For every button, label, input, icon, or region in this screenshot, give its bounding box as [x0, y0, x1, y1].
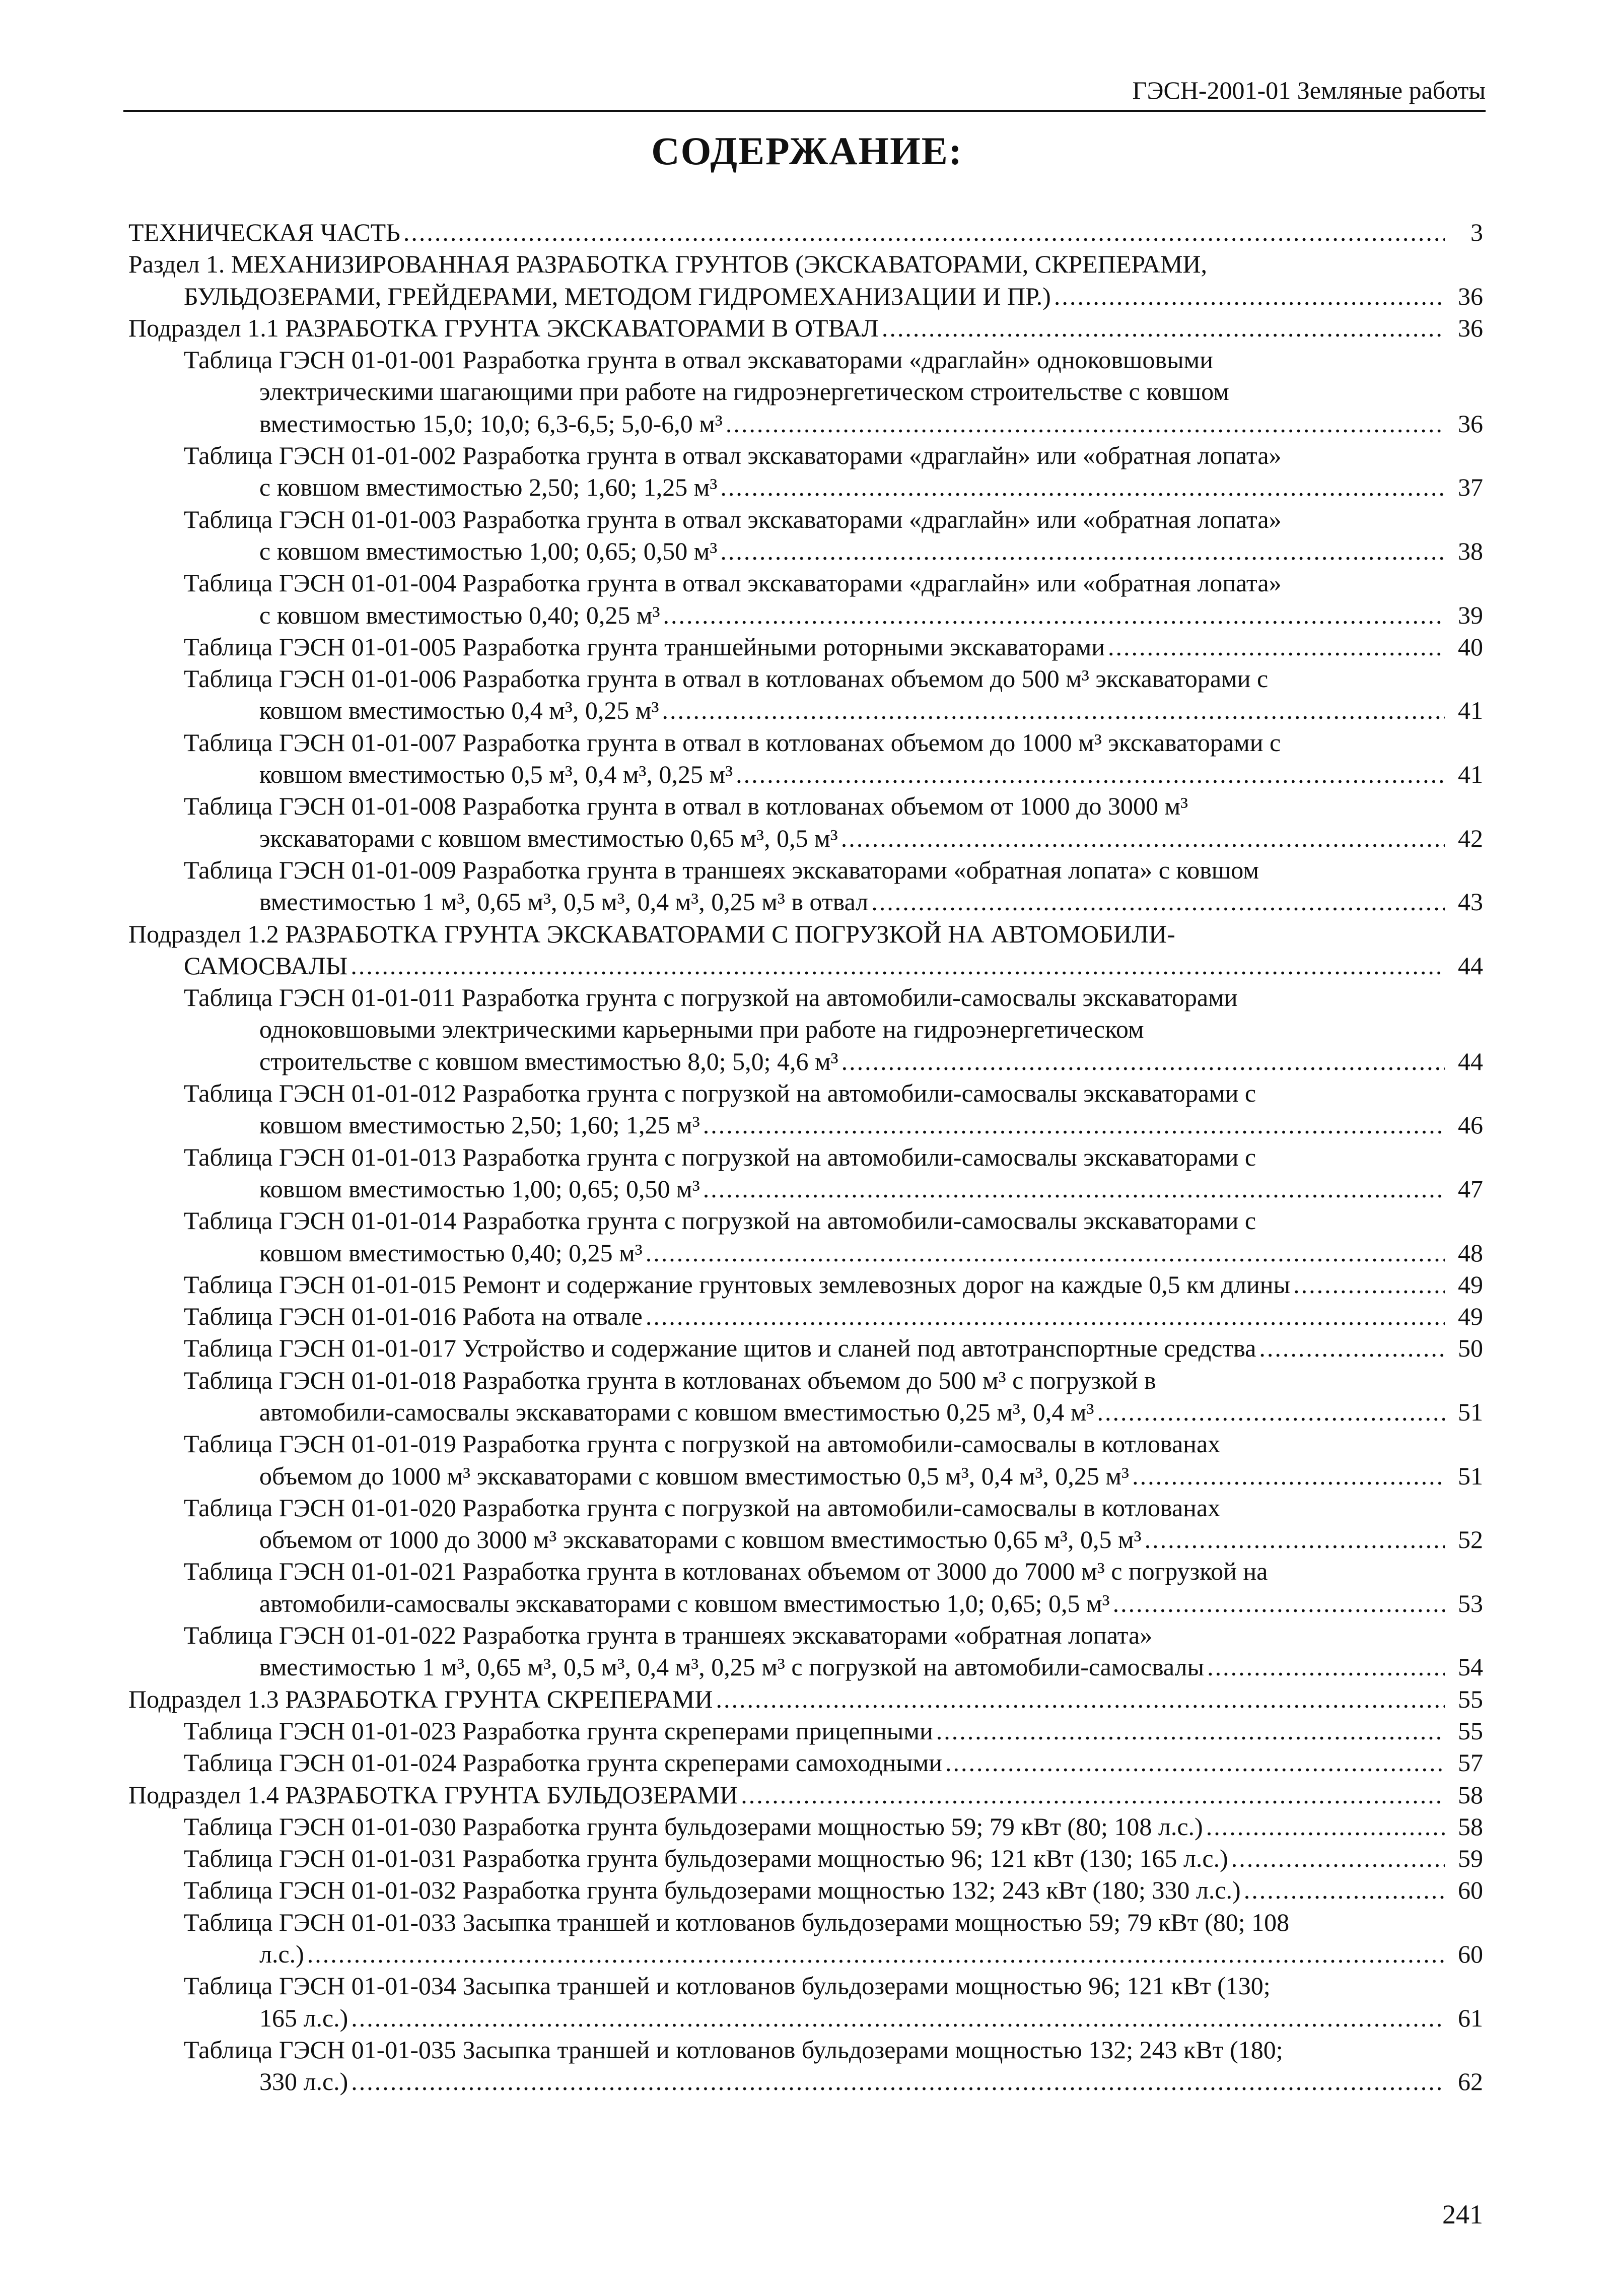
dot-leader	[720, 535, 1445, 567]
toc-entry[interactable]	[128, 1556, 1483, 1619]
running-title: ГЭСН-2001-01 Земляные работы	[1132, 76, 1486, 104]
running-header	[123, 75, 1486, 112]
toc-entry-text: строительстве с ковшом вместимостью 8,0; 5,0; 4,6 м³	[259, 1047, 838, 1075]
dot-leader	[871, 886, 1445, 918]
toc-entry[interactable]	[128, 663, 1483, 727]
toc-page-number: 44	[1458, 951, 1483, 980]
toc-entry[interactable]	[128, 217, 1483, 248]
toc-page-number: 49	[1458, 1302, 1483, 1331]
toc-entry-text: Таблица ГЭСН 01-01-013 Разработка грунта с погрузкой на автомобили-самосвалы экскаваторами с	[184, 1142, 1256, 1171]
toc-page-number: 39	[1458, 600, 1483, 629]
toc-page-number: 36	[1458, 409, 1483, 438]
toc-entry-text: автомобили-самосвалы экскаваторами с ковшом вместимостью 0,25 м³, 0,4 м³	[259, 1397, 1094, 1426]
toc-entry-text: Таблица ГЭСН 01-01-018 Разработка грунта в котлованах объемом до 500 м³ с погрузкой в	[184, 1366, 1156, 1394]
toc-page-number: 59	[1458, 1844, 1483, 1873]
toc-page-number: 46	[1458, 1111, 1483, 1139]
toc-entry[interactable]	[128, 1332, 1483, 1364]
dot-leader	[703, 1173, 1445, 1205]
toc-page-number: 55	[1458, 1684, 1483, 1713]
dot-leader	[1108, 631, 1445, 663]
dot-leader	[1293, 1269, 1445, 1301]
toc-entry-text: Таблица ГЭСН 01-01-012 Разработка грунта с погрузкой на автомобили-самосвалы экскаваторами с	[184, 1079, 1256, 1108]
toc-entry[interactable]	[128, 440, 1483, 504]
toc-entry[interactable]	[128, 790, 1483, 854]
dot-leader	[1054, 281, 1445, 312]
toc-page-number: 3	[1470, 218, 1483, 246]
toc-page-number: 40	[1458, 632, 1483, 661]
toc-page-number: 53	[1458, 1589, 1483, 1617]
dot-leader	[307, 1938, 1445, 1970]
toc-entry-text: вместимостью 1 м³, 0,65 м³, 0,5 м³, 0,4 м³, 0,25 м³ с погрузкой на автомобили-самосвалы	[259, 1653, 1205, 1681]
toc-entry[interactable]	[128, 1301, 1483, 1332]
dot-leader	[1132, 1460, 1445, 1492]
dot-leader	[720, 471, 1445, 503]
toc-entry-text: Таблица ГЭСН 01-01-015 Ремонт и содержание грунтовых землевозных дорог на каждые 0,5 км длины	[184, 1270, 1291, 1299]
toc-page-number: 42	[1458, 824, 1483, 852]
toc-entry[interactable]	[128, 248, 1483, 312]
dot-leader	[1206, 1811, 1445, 1843]
toc-entry-text: объемом от 1000 до 3000 м³ экскаваторами с ковшом вместимостью 0,65 м³, 0,5 м³	[259, 1525, 1142, 1554]
toc-page-number: 51	[1458, 1397, 1483, 1426]
toc-entry-text: Подраздел 1.3 РАЗРАБОТКА ГРУНТА СКРЕПЕРАМИ	[128, 1684, 713, 1713]
toc-entry-text: ковшом вместимостью 0,40; 0,25 м³	[259, 1238, 643, 1267]
toc-entry[interactable]	[128, 1077, 1483, 1141]
toc-page-number: 41	[1458, 696, 1483, 725]
toc-entry-text: Таблица ГЭСН 01-01-011 Разработка грунта с погрузкой на автомобили-самосвалы экскаваторами	[184, 983, 1238, 1012]
toc-page-number: 37	[1458, 473, 1483, 502]
dot-leader	[1259, 1332, 1445, 1364]
toc-entry[interactable]	[128, 1779, 1483, 1811]
toc-page-number: 61	[1458, 2003, 1483, 2032]
toc-entry-text: Таблица ГЭСН 01-01-017 Устройство и содержание щитов и сланей под автотранспортные средства	[184, 1334, 1256, 1363]
toc-entry-text: Раздел 1. МЕХАНИЗИРОВАННАЯ РАЗРАБОТКА ГРУНТОВ (ЭКСКАВАТОРАМИ, СКРЕПЕРАМИ,	[128, 250, 1208, 279]
dot-leader	[1113, 1588, 1445, 1619]
toc-entry-text: ковшом вместимостью 1,00; 0,65; 0,50 м³	[259, 1174, 700, 1203]
toc-page-number: 51	[1458, 1461, 1483, 1490]
toc-page-number: 55	[1458, 1716, 1483, 1745]
toc-entry[interactable]	[128, 567, 1483, 631]
toc-entry-text: Таблица ГЭСН 01-01-016 Работа на отвале	[184, 1302, 643, 1331]
toc-page-number: 58	[1458, 1780, 1483, 1809]
toc-entry-text: БУЛЬДОЗЕРАМИ, ГРЕЙДЕРАМИ, МЕТОДОМ ГИДРОМЕХАНИЗАЦИИ И ПР.)	[184, 282, 1051, 310]
toc-entry-text: Таблица ГЭСН 01-01-005 Разработка грунта траншейными роторными экскаваторами	[184, 632, 1105, 661]
table-of-contents	[128, 217, 1483, 2098]
toc-page-number: 36	[1458, 282, 1483, 310]
toc-entry-text: Таблица ГЭСН 01-01-032 Разработка грунта бульдозерами мощностью 132; 243 кВт (180; 330 л.с.)	[184, 1876, 1241, 1905]
toc-entry-text: Таблица ГЭСН 01-01-014 Разработка грунта с погрузкой на автомобили-самосвалы экскаваторами с	[184, 1206, 1256, 1235]
toc-entry[interactable]	[128, 312, 1483, 344]
dot-leader	[1231, 1843, 1445, 1874]
toc-page-number: 47	[1458, 1174, 1483, 1203]
dot-leader	[663, 599, 1445, 631]
toc-page-number: 49	[1458, 1270, 1483, 1299]
dot-leader	[662, 695, 1445, 726]
toc-entry-text: Таблица ГЭСН 01-01-007 Разработка грунта в отвал в котлованах объемом до 1000 м³ экскаваторами с	[184, 728, 1281, 757]
dot-leader	[350, 950, 1445, 982]
toc-entry-text: Подраздел 1.1 РАЗРАБОТКА ГРУНТА ЭКСКАВАТОРАМИ В ОТВАЛ	[128, 313, 879, 342]
toc-entry-text: Таблица ГЭСН 01-01-003 Разработка грунта в отвал экскаваторами «драглайн» или «обратная лопата»	[184, 505, 1282, 533]
toc-page-number: 36	[1458, 313, 1483, 342]
toc-entry[interactable]	[128, 1683, 1483, 1715]
toc-entry-text: электрическими шагающими при работе на гидроэнергетическом строительстве с ковшом	[259, 377, 1229, 406]
toc-entry-text: экскаваторами с ковшом вместимостью 0,65 м³, 0,5 м³	[259, 824, 838, 852]
toc-entry-text: Таблица ГЭСН 01-01-023 Разработка грунта скреперами прицепными	[184, 1716, 933, 1745]
toc-entry[interactable]	[128, 631, 1483, 663]
toc-entry[interactable]	[128, 2034, 1483, 2098]
toc-entry-text: ТЕХНИЧЕСКАЯ ЧАСТЬ	[128, 218, 400, 246]
toc-entry[interactable]	[128, 1843, 1483, 1874]
dot-leader	[736, 759, 1445, 790]
toc-entry-text: вместимостью 15,0; 10,0; 6,3-6,5; 5,0-6,0 м³	[259, 409, 723, 438]
toc-entry-text: Таблица ГЭСН 01-01-001 Разработка грунта в отвал экскаваторами «драглайн» одноковшовыми	[184, 346, 1213, 374]
dot-leader	[741, 1779, 1445, 1811]
toc-entry-text: 165 л.с.)	[259, 2003, 348, 2032]
toc-page-number: 44	[1458, 1047, 1483, 1075]
toc-entry-text: Таблица ГЭСН 01-01-004 Разработка грунта в отвал экскаваторами «драглайн» или «обратная лопата»	[184, 569, 1282, 597]
toc-entry-text: Таблица ГЭСН 01-01-031 Разработка грунта бульдозерами мощностью 96; 121 кВт (130; 165 л.с.)	[184, 1844, 1228, 1873]
dot-leader	[403, 217, 1445, 248]
toc-entry-text: с ковшом вместимостью 0,40; 0,25 м³	[259, 600, 660, 629]
dot-leader	[882, 312, 1445, 344]
dot-leader	[1097, 1396, 1445, 1428]
toc-entry[interactable]	[128, 1269, 1483, 1301]
toc-entry-text: Таблица ГЭСН 01-01-034 Засыпка траншей и котлованов бульдозерами мощностью 96; 121 кВт (130;	[184, 1972, 1271, 2000]
toc-entry[interactable]	[128, 1205, 1483, 1269]
toc-entry[interactable]	[128, 1619, 1483, 1683]
toc-entry[interactable]	[128, 1970, 1483, 2034]
toc-entry-text: автомобили-самосвалы экскаваторами с ковшом вместимостью 1,0; 0,65; 0,5 м³	[259, 1589, 1110, 1617]
toc-entry-text: 330 л.с.)	[259, 2067, 348, 2096]
toc-page-number: 57	[1458, 1748, 1483, 1777]
toc-entry[interactable]	[128, 1141, 1483, 1205]
toc-page-number: 52	[1458, 1525, 1483, 1554]
dot-leader	[945, 1747, 1445, 1779]
toc-entry-text: Таблица ГЭСН 01-01-002 Разработка грунта в отвал экскаваторами «драглайн» или «обратная лопата»	[184, 441, 1282, 470]
toc-entry[interactable]	[128, 854, 1483, 918]
toc-entry[interactable]	[128, 727, 1483, 791]
toc-page-number: 62	[1458, 2067, 1483, 2096]
toc-entry[interactable]	[128, 1874, 1483, 1906]
toc-entry-text: вместимостью 1 м³, 0,65 м³, 0,5 м³, 0,4 м³, 0,25 м³ в отвал	[259, 888, 869, 916]
toc-page-number: 54	[1458, 1653, 1483, 1681]
toc-entry[interactable]	[128, 1492, 1483, 1556]
toc-entry[interactable]	[128, 344, 1483, 440]
toc-page-number: 48	[1458, 1238, 1483, 1267]
dot-leader	[1207, 1651, 1445, 1683]
toc-entry[interactable]	[128, 1747, 1483, 1779]
page-title: СОДЕРЖАНИЕ:	[651, 129, 963, 173]
toc-entry-text: ковшом вместимостью 0,4 м³, 0,25 м³	[259, 696, 659, 725]
toc-entry-text: ковшом вместимостью 0,5 м³, 0,4 м³, 0,25 м³	[259, 760, 733, 789]
toc-entry[interactable]	[128, 1907, 1483, 1971]
toc-entry[interactable]	[128, 918, 1483, 982]
toc-entry-text: Таблица ГЭСН 01-01-030 Разработка грунта бульдозерами мощностью 59; 79 кВт (80; 108 л.с.)	[184, 1812, 1203, 1841]
toc-entry-text: л.с.)	[259, 1940, 304, 1969]
toc-entry-text: с ковшом вместимостью 2,50; 1,60; 1,25 м³	[259, 473, 718, 502]
toc-entry-text: Таблица ГЭСН 01-01-022 Разработка грунта в траншеях экскаваторами «обратная лопата»	[184, 1621, 1153, 1650]
toc-entry-text: Таблица ГЭСН 01-01-024 Разработка грунта скреперами самоходными	[184, 1748, 943, 1777]
dot-leader	[646, 1301, 1445, 1332]
dot-leader	[716, 1683, 1445, 1715]
toc-entry-text: Таблица ГЭСН 01-01-033 Засыпка траншей и котлованов бульдозерами мощностью 59; 79 кВт (80; 108	[184, 1908, 1290, 1936]
toc-page-number: 41	[1458, 760, 1483, 789]
toc-entry[interactable]	[128, 504, 1483, 568]
toc-entry-text: САМОСВАЛЫ	[184, 951, 348, 980]
toc-entry[interactable]	[128, 1811, 1483, 1843]
toc-entry-text: Таблица ГЭСН 01-01-006 Разработка грунта в отвал в котлованах объемом до 500 м³ экскаваторами с	[184, 664, 1269, 693]
toc-page-number: 60	[1458, 1940, 1483, 1969]
toc-page-number: 38	[1458, 536, 1483, 565]
dot-leader	[841, 823, 1445, 854]
toc-entry-text: Подраздел 1.4 РАЗРАБОТКА ГРУНТА БУЛЬДОЗЕРАМИ	[128, 1780, 738, 1809]
toc-entry[interactable]	[128, 1428, 1483, 1492]
toc-entry-text: ковшом вместимостью 2,50; 1,60; 1,25 м³	[259, 1111, 700, 1139]
toc-page-number: 43	[1458, 888, 1483, 916]
toc-entry[interactable]	[128, 1715, 1483, 1747]
toc-entry-text: Таблица ГЭСН 01-01-035 Засыпка траншей и котлованов бульдозерами мощностью 132; 243 кВт (180;	[184, 2035, 1283, 2064]
dot-leader	[841, 1046, 1445, 1077]
dot-leader	[351, 2066, 1445, 2098]
toc-entry-text: объемом до 1000 м³ экскаваторами с ковшом вместимостью 0,5 м³, 0,4 м³, 0,25 м³	[259, 1461, 1130, 1490]
dot-leader	[703, 1109, 1445, 1141]
toc-entry-text: Таблица ГЭСН 01-01-019 Разработка грунта с погрузкой на автомобили-самосвалы в котлованах	[184, 1430, 1221, 1458]
dot-leader	[646, 1237, 1445, 1269]
toc-entry-text: Подраздел 1.2 РАЗРАБОТКА ГРУНТА ЭКСКАВАТОРАМИ С ПОГРУЗКОЙ НА АВТОМОБИЛИ-	[128, 919, 1175, 948]
dot-leader	[351, 2002, 1445, 2034]
toc-page-number: 50	[1458, 1334, 1483, 1363]
dot-leader	[1145, 1524, 1445, 1556]
toc-entry[interactable]	[128, 1365, 1483, 1429]
toc-page-number: 60	[1458, 1876, 1483, 1905]
toc-entry-text: с ковшом вместимостью 1,00; 0,65; 0,50 м³	[259, 536, 718, 565]
dot-leader	[726, 408, 1445, 440]
toc-entry-text: Таблица ГЭСН 01-01-021 Разработка грунта в котлованах объемом от 3000 до 7000 м³ с погрузкой на	[184, 1557, 1268, 1586]
toc-entry-text: Таблица ГЭСН 01-01-009 Разработка грунта в траншеях экскаваторами «обратная лопата» с ковшом	[184, 855, 1259, 884]
page-number: 241	[1442, 2199, 1483, 2230]
toc-entry-text: одноковшовыми электрическими карьерными при работе на гидроэнергетическом	[259, 1015, 1144, 1044]
toc-page-number: 58	[1458, 1812, 1483, 1841]
dot-leader	[936, 1715, 1445, 1747]
toc-entry[interactable]	[128, 982, 1483, 1077]
dot-leader	[1244, 1874, 1445, 1906]
toc-entry-text: Таблица ГЭСН 01-01-020 Разработка грунта с погрузкой на автомобили-самосвалы в котлованах	[184, 1493, 1221, 1522]
toc-entry-text: Таблица ГЭСН 01-01-008 Разработка грунта в отвал в котлованах объемом от 1000 до 3000 м³	[184, 792, 1188, 821]
